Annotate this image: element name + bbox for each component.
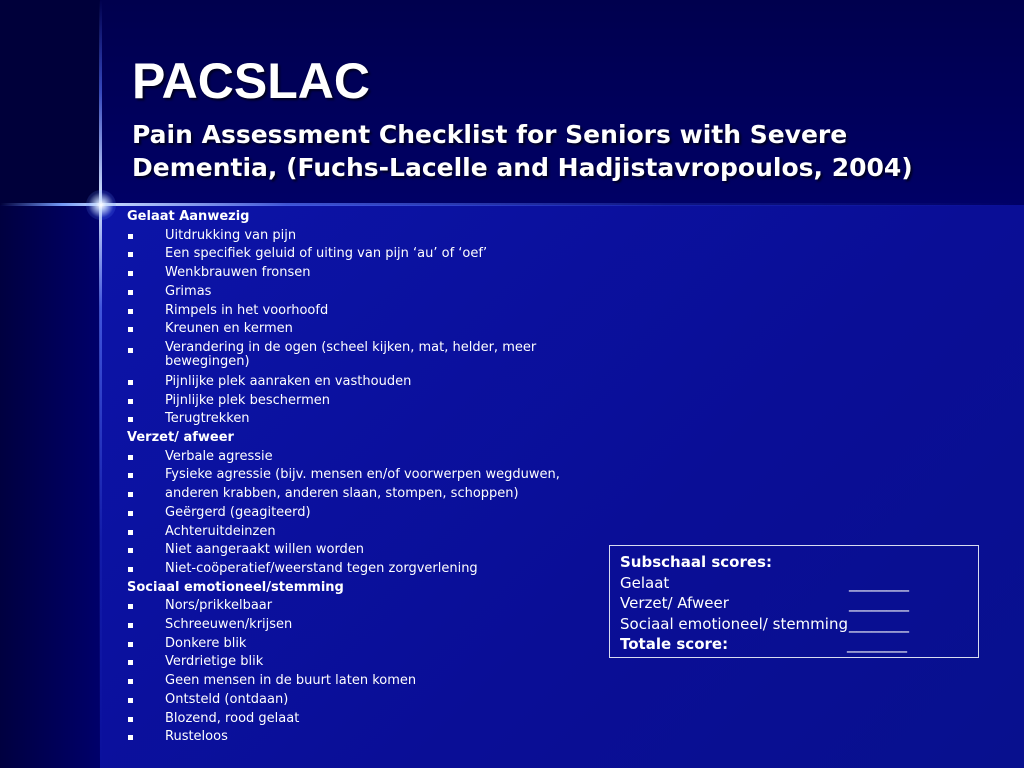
list-item: Verandering in de ogen (scheel kijken, mat, helder, meer bewegingen) [127, 341, 607, 370]
score-label: Gelaat [620, 573, 670, 592]
vertical-light-line [99, 0, 102, 768]
score-box-heading-row [620, 552, 968, 573]
list-item: Blozend, rood gelaat [127, 710, 607, 729]
total-score-label: Totale score: [620, 635, 729, 653]
list-item: Ontsteld (ontdaan) [127, 691, 607, 710]
slide-title: PACSLAC [132, 53, 370, 109]
section-list-sociaal [127, 597, 607, 747]
list-item: Achteruitdeinzen [127, 523, 607, 542]
list-item: Grimas [127, 283, 607, 302]
subtitle-line-1: Pain Assessment Checklist for Seniors with Severe [132, 120, 848, 149]
checklist [127, 208, 607, 747]
list-item: Kreunen en kermen [127, 320, 607, 339]
list-item: Niet-coöperatief/weerstand tegen zorgverlening [127, 560, 607, 579]
score-blank: ________ [849, 573, 909, 592]
section-heading-gelaat: Gelaat Aanwezig [127, 209, 250, 224]
score-blank: ________ [849, 614, 909, 633]
list-item: Wenkbrauwen fronsen [127, 264, 607, 283]
list-item: Rusteloos [127, 728, 607, 747]
corner-background [0, 0, 100, 205]
list-item: Fysieke agressie (bijv. mensen en/of voorwerpen wegduwen, [127, 466, 607, 485]
score-row-verzet [620, 593, 968, 614]
score-blank: ________ [849, 594, 909, 612]
subscale-score-box [609, 545, 979, 658]
section-list-gelaat [127, 227, 607, 429]
score-label: Sociaal emotioneel/ stemming [620, 614, 848, 633]
list-item: Uitdrukking van pijn [127, 227, 607, 246]
list-item: Pijnlijke plek aanraken en vasthouden [127, 373, 607, 392]
list-item: Donkere blik [127, 635, 607, 654]
subtitle-line-2: Dementia, (Fuchs-Lacelle and Hadjistavropoulos, 2004) [132, 153, 913, 182]
list-item: Geen mensen in de buurt laten komen [127, 672, 607, 691]
section-heading-sociaal: Sociaal emotioneel/stemming [127, 579, 344, 595]
score-label: Verzet/ Afweer [620, 594, 729, 612]
list-item: Niet aangeraakt willen worden [127, 541, 607, 560]
list-item: Verbale agressie [127, 448, 607, 467]
horizontal-light-line [0, 203, 1024, 206]
list-item: Een specifiek geluid of uiting van pijn ‘au’ of ‘oef’ [127, 245, 607, 264]
list-item: Terugtrekken [127, 410, 607, 429]
score-row-gelaat [620, 573, 968, 594]
list-item: Verdrietige blik [127, 653, 607, 672]
list-item: Pijnlijke plek beschermen [127, 392, 607, 411]
light-flare [86, 190, 116, 220]
title-block [132, 52, 992, 184]
slide-subtitle [132, 118, 992, 184]
section-heading-verzet: Verzet/ afweer [127, 430, 234, 446]
section-list-verzet [127, 448, 607, 579]
total-score-blank: ________ [847, 635, 907, 653]
list-item: Geërgerd (geagiteerd) [127, 504, 607, 523]
list-item: Nors/prikkelbaar [127, 597, 607, 616]
list-item: Rimpels in het voorhoofd [127, 302, 607, 321]
list-item: Schreeuwen/krijsen [127, 616, 607, 635]
score-row-sociaal [620, 614, 968, 635]
score-box-heading: Subschaal scores: [620, 553, 772, 571]
score-row-total [620, 634, 968, 655]
list-item: anderen krabben, anderen slaan, stompen, schoppen) [127, 485, 607, 504]
